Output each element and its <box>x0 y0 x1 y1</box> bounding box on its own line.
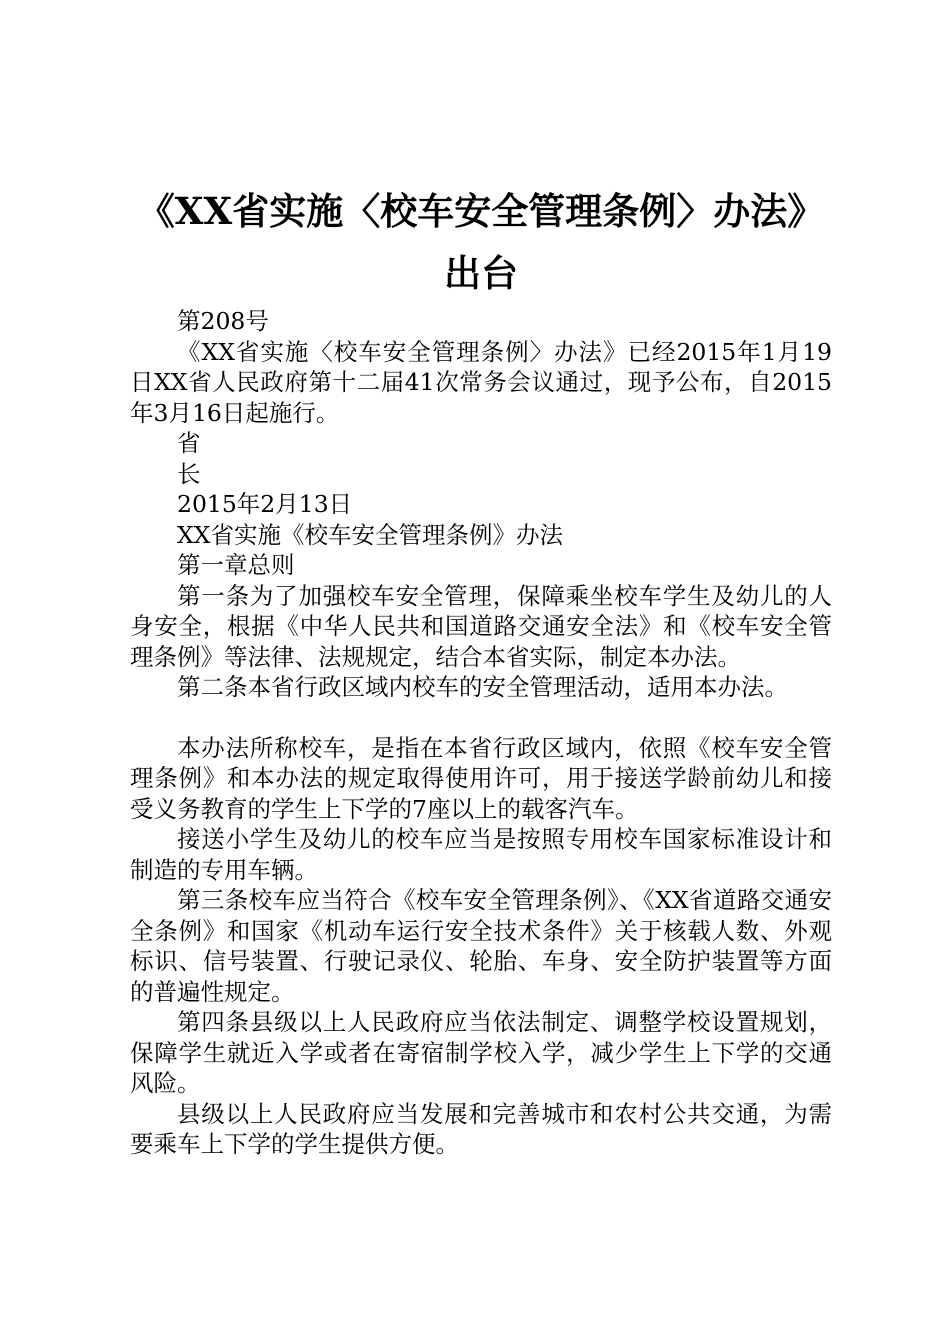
document-body <box>130 306 832 1160</box>
article-3: 第三条校车应当符合《校车安全管理条例》、《XX省道路交通安全条例》和国家《机动车运行安全技术条件》关于核载人数、外观标识、信号装置、行驶记录仪、轮胎、车身、安全防护装置等方面的普遍性规定。 <box>130 886 832 1006</box>
article-4-transport: 县级以上人民政府应当发展和完善城市和农村公共交通，为需要乘车上下学的学生提供方便。 <box>130 1099 832 1158</box>
regulation-title: XX省实施《校车安全管理条例》办法 <box>177 520 563 549</box>
article-2: 第二条本省行政区域内校车的安全管理活动，适用本办法。 <box>177 673 788 701</box>
signature-line-1: 省 <box>177 429 201 457</box>
chapter-heading: 第一章总则 <box>177 551 295 579</box>
article-1: 第一条为了加强校车安全管理，保障乘坐校车学生及幼儿的人身安全，根据《中华人民共和国道路交通安全法》和《校车安全管理条例》等法律、法规规定，结合本省实际，制定本办法。 <box>130 581 832 671</box>
signature-line-2: 长 <box>177 459 201 488</box>
document-page <box>130 180 832 1160</box>
article-2-requirement: 接送小学生及幼儿的校车应当是按照专用校车国家标准设计和制造的专用车辆。 <box>130 825 832 884</box>
signature-date: 2015年2月13日 <box>177 490 353 518</box>
article-2-definition: 本办法所称校车，是指在本省行政区域内，依照《校车安全管理条例》和本办法的规定取得使用许可，用于接送学龄前幼儿和接受义务教育的学生上下学的7座以上的载客汽车。 <box>130 733 832 823</box>
promulgation-paragraph: 《XX省实施〈校车安全管理条例〉办法》已经2015年1月19日XX省人民政府第十二届41次常务会议通过，现予公布，自2015年3月16日起施行。 <box>130 337 832 427</box>
paragraph-gap <box>130 703 832 733</box>
order-number: 第208号 <box>177 307 269 335</box>
article-4: 第四条县级以上人民政府应当依法制定、调整学校设置规划，保障学生就近入学或者在寄宿制学校入学，减少学生上下学的交通风险。 <box>130 1008 832 1097</box>
document-title: 《XX省实施〈校车安全管理条例〉办法》出台 <box>137 189 825 295</box>
